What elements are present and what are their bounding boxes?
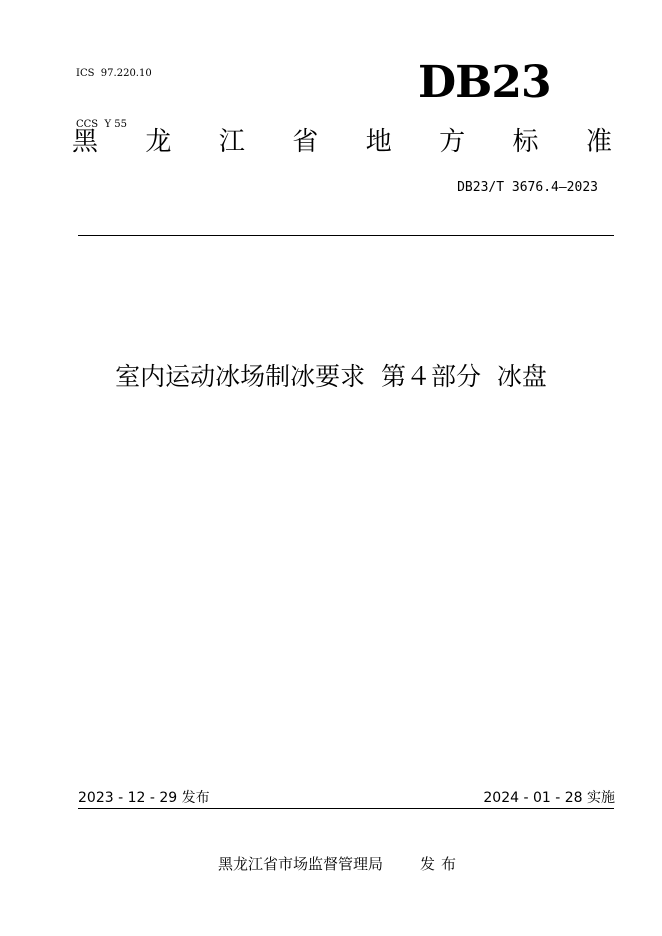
ics-code: ICS 97.220.10: [76, 68, 152, 79]
department-title-char: 方: [439, 127, 466, 157]
department-title-char: 地: [365, 127, 392, 157]
department-title-char: 黑: [72, 127, 99, 157]
department-title: [72, 124, 612, 160]
ccs-code: CCS Y 55: [76, 119, 128, 130]
top-divider: [78, 235, 614, 236]
document-title: 室内运动冰场制冰要求 第４部分 冰盘: [115, 362, 547, 391]
department-title-char: 江: [218, 127, 245, 157]
bottom-divider: [78, 808, 614, 809]
department-title-char: 龙: [145, 127, 172, 157]
department-title-char: 省: [292, 127, 319, 157]
publish-date: 2023 - 12 - 29 发布: [78, 790, 210, 806]
issue-label: 发布: [420, 855, 463, 873]
issuing-authority: 黑龙江省市场监督管理局: [218, 855, 384, 873]
standard-number: DB23/T 3676.4—2023: [457, 180, 598, 195]
department-title-char: 标: [512, 127, 539, 157]
db-logo: DB23: [418, 57, 551, 108]
department-title-char: 准: [585, 127, 612, 157]
implement-date: 2024 - 01 - 28 实施: [483, 790, 615, 806]
